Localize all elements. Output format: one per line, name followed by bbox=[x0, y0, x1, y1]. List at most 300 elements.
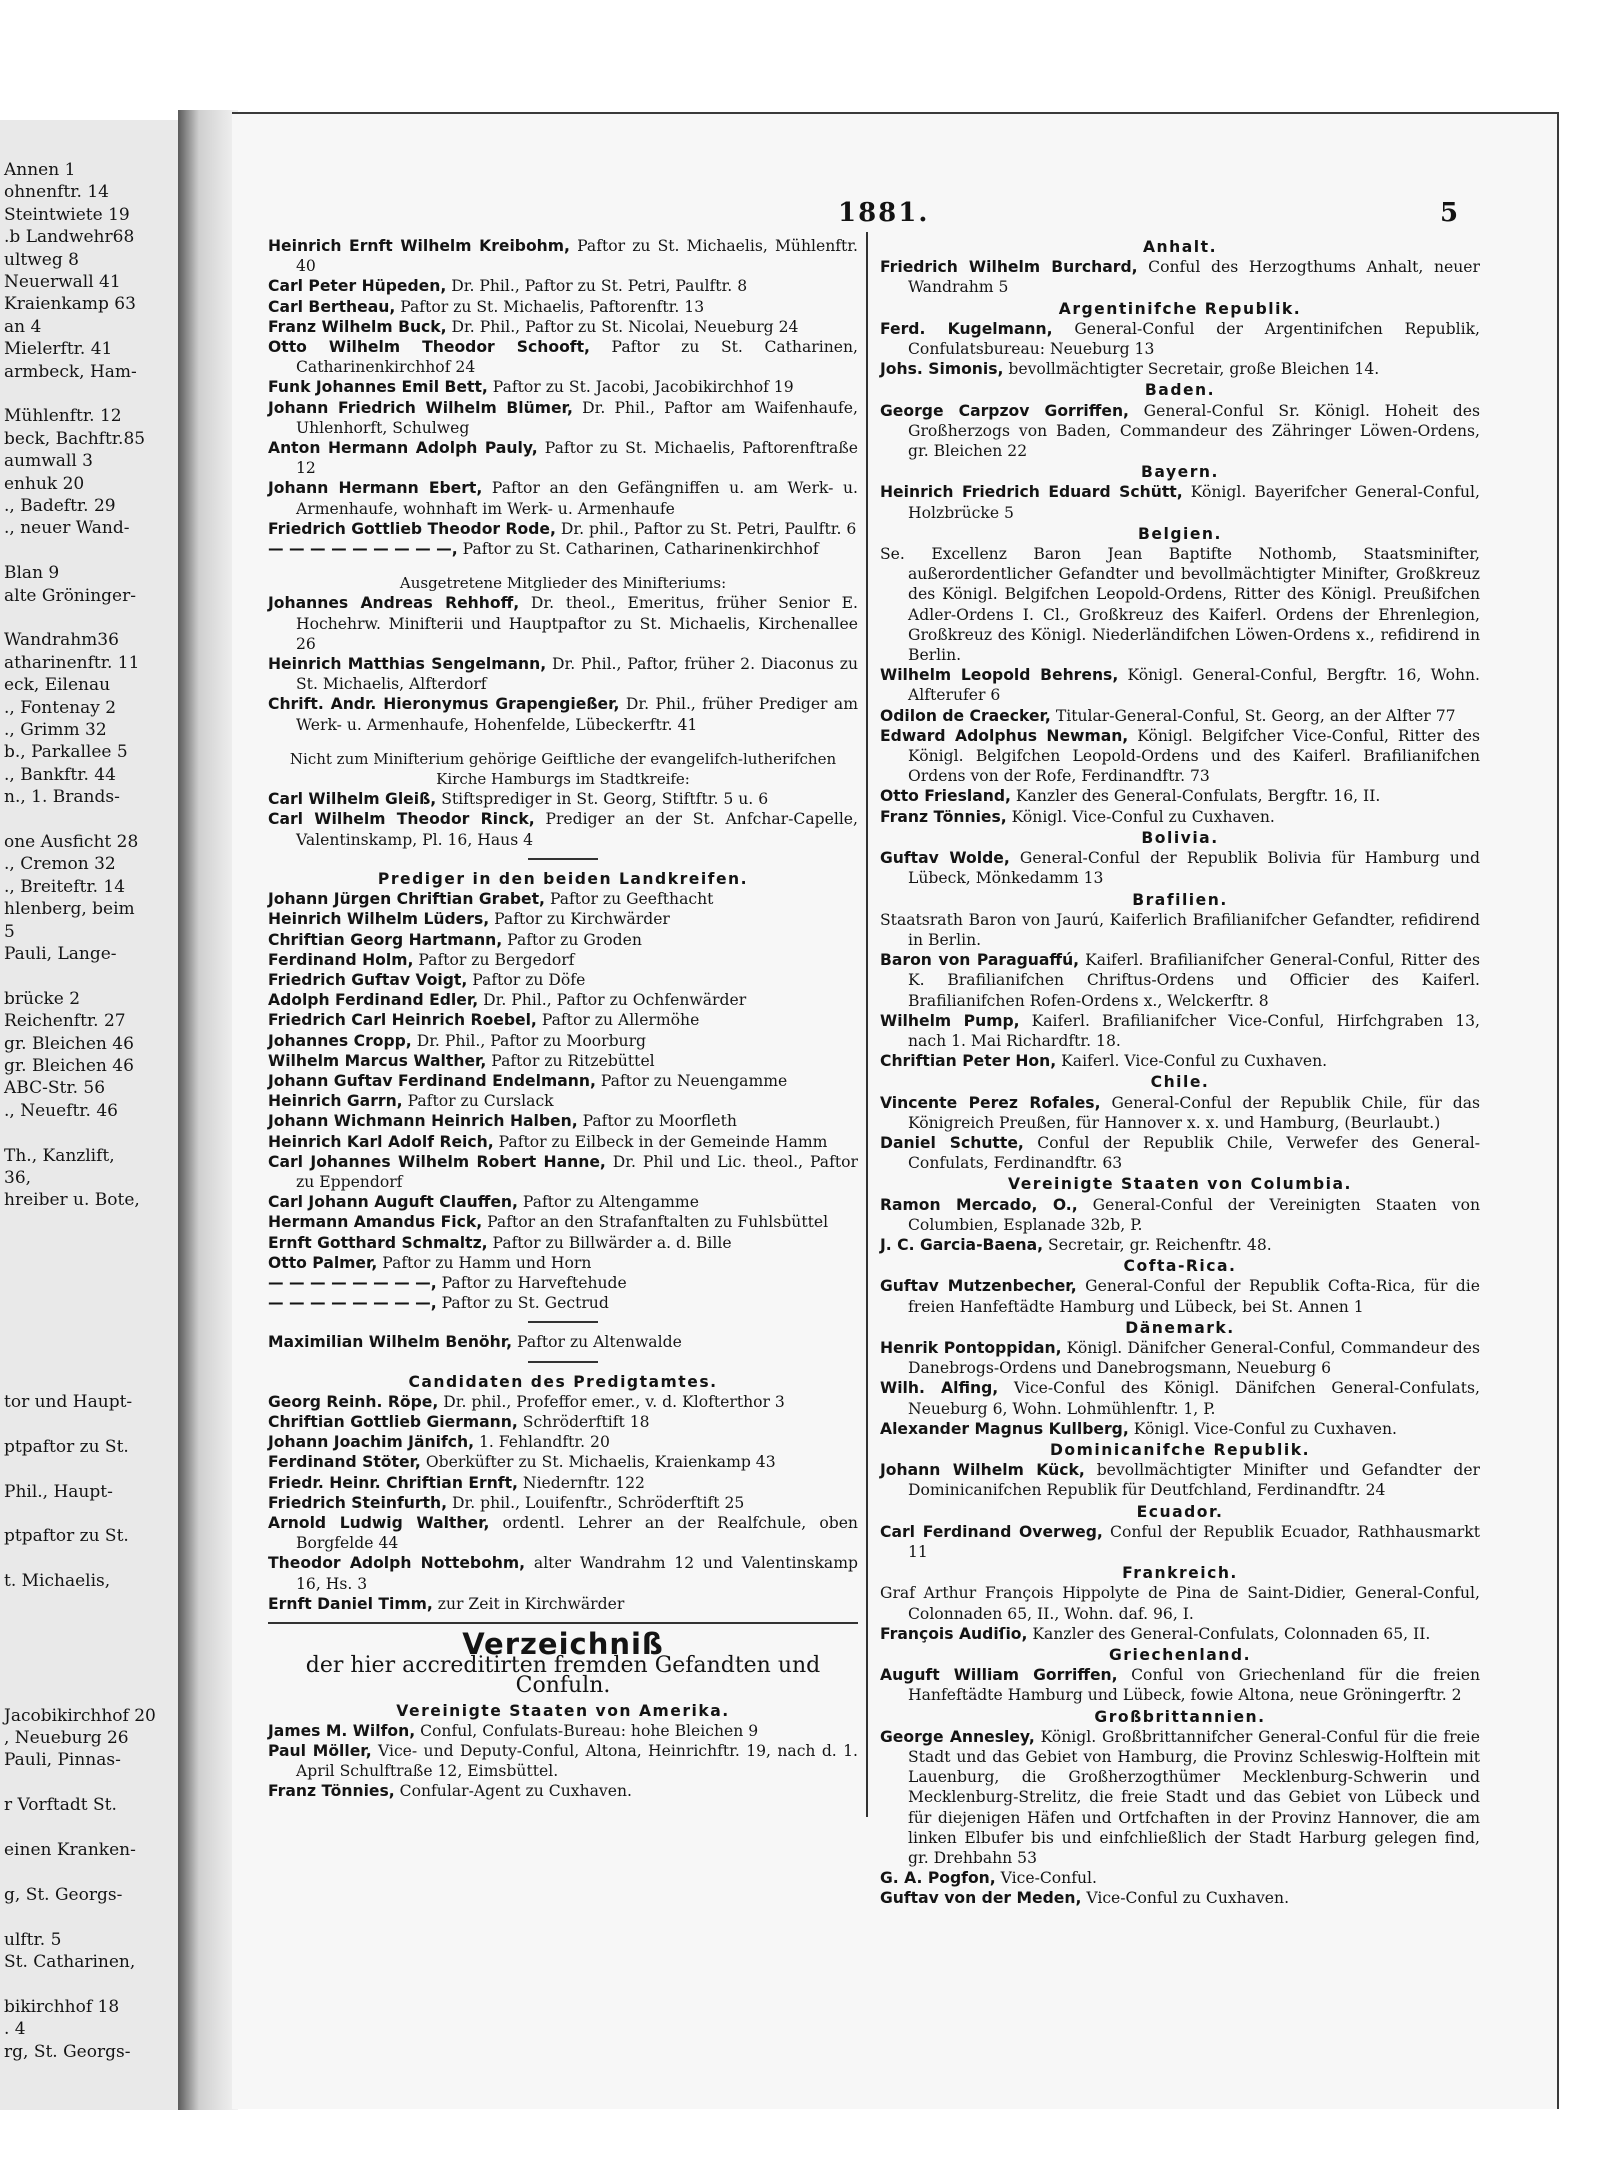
entry-details: Dr. phil., Louifenftr., Schröderftift 25 bbox=[447, 1493, 745, 1512]
directory-entry bbox=[268, 1412, 858, 1432]
directory-entry bbox=[268, 1010, 858, 1030]
entry-details: Königl. Bayerifcher General-Conful, Holzbrücke 5 bbox=[908, 483, 1480, 522]
directory-entry bbox=[268, 519, 858, 539]
subsection-heading: Ausgetretene Mitglieder des Minifteriums: bbox=[399, 574, 727, 593]
directory-entry bbox=[268, 654, 858, 694]
directory-entry bbox=[268, 1741, 858, 1781]
full-width-rule bbox=[268, 1622, 858, 1624]
section-heading: Baden. bbox=[1144, 381, 1216, 400]
left-page-text-fragment: gr. Bleichen 46 bbox=[4, 1056, 134, 1076]
entry-details: Se. Excellenz Baron Jean Baptifte Nothomb, Staatsminifter, außerordentlicher Gefandter und bevollmächtigter Minifter, Großkreuz des Königl. Belgifchen Leopold-Ordens, Ritter des Königl. Preußifchen Adler-Ordens I. Cl., Großkreuz des Kaiferl. Ordens der Ehrenlegion, Großkreuz des Königl. Niederländifchen Löwen-Ordens x., refidirend in Berlin. bbox=[880, 545, 1480, 665]
entry-details: Paftor zu Curslack bbox=[402, 1092, 554, 1111]
directory-entry bbox=[268, 297, 858, 317]
left-page-text-fragment: tor und Haupt- bbox=[4, 1392, 133, 1412]
left-page-text-fragment: ., Cremon 32 bbox=[4, 854, 116, 875]
left-page-text-fragment: Reichenftr. 27 bbox=[4, 1011, 126, 1032]
section-heading: Bolivia. bbox=[1141, 828, 1219, 847]
spacer bbox=[268, 735, 858, 749]
left-page-text-fragment: Mielerftr. 41 bbox=[4, 339, 113, 360]
section-heading: Brafilien. bbox=[1132, 890, 1228, 909]
directory-entry bbox=[880, 482, 1480, 522]
entry-name: Johann Wilhelm Kück, bbox=[880, 1461, 1085, 1480]
entry-name: Carl Johannes Wilhelm Robert Hanne, bbox=[268, 1152, 606, 1171]
entry-name: Guftav Wolde, bbox=[880, 849, 1010, 868]
entry-name: James M. Wilfon, bbox=[268, 1721, 416, 1740]
entry-name: Guftav von der Meden, bbox=[880, 1889, 1082, 1908]
entry-name: Carl Peter Hüpeden, bbox=[268, 277, 447, 296]
entry-name: George Annesley, bbox=[880, 1727, 1035, 1746]
left-page-text-fragment: Th., Kanzlift, bbox=[4, 1145, 115, 1166]
section-heading: Griechenland. bbox=[1109, 1646, 1251, 1665]
left-page-text-fragment: eck, Eilenau bbox=[4, 675, 111, 696]
directory-entry bbox=[880, 1624, 1480, 1644]
section-heading: Bayern. bbox=[1141, 463, 1219, 482]
left-page-text-fragment: enhuk 20 bbox=[4, 473, 85, 494]
directory-entry bbox=[268, 970, 858, 990]
directory-entry bbox=[268, 1132, 858, 1152]
left-page-text-fragment: bikirchhof 18 bbox=[4, 1996, 120, 2017]
entry-details: Conful, Confulats-Bureau: hohe Bleichen 9 bbox=[415, 1721, 759, 1740]
entry-details: Confular-Agent zu Cuxhaven. bbox=[394, 1782, 632, 1801]
entry-details: Paftor zu Bergedorf bbox=[413, 950, 575, 969]
left-page-text-fragment: Kraienkamp 63 bbox=[4, 294, 136, 315]
entry-details: Dr. Phil., früher Prediger am Werk- u. Armenhaufe, Hohenfelde, Lübeckerftr. 41 bbox=[296, 695, 858, 734]
directory-entry bbox=[268, 276, 858, 296]
entry-name: Johann Friedrich Wilhelm Blümer, bbox=[268, 398, 573, 417]
directory-entry bbox=[268, 377, 858, 397]
entry-name: Otto Friesland, bbox=[880, 787, 1011, 806]
entry-details: General-Conful der Republik Bolivia für Hamburg und Lübeck, Mönkedamm 13 bbox=[908, 849, 1480, 888]
entry-name: Heinrich Karl Adolf Reich, bbox=[268, 1132, 494, 1151]
directory-entry bbox=[268, 909, 858, 929]
entry-name: Heinrich Garrn, bbox=[268, 1092, 403, 1111]
entry-name: Edward Adolphus Newman, bbox=[880, 726, 1129, 745]
entry-name: Franz Tönnies, bbox=[880, 807, 1007, 826]
left-page-text-fragment: . 4 bbox=[4, 2019, 26, 2040]
entry-details: Paftor zu Kirchwärder bbox=[489, 910, 670, 929]
spacer bbox=[268, 559, 858, 573]
entry-details: Vice-Conful zu Cuxhaven. bbox=[1081, 1889, 1290, 1908]
directory-entry bbox=[880, 1522, 1480, 1562]
entry-name: Carl Johann Auguft Clauffen, bbox=[268, 1193, 518, 1212]
entry-details: Kaiferl. Brafilianifcher Vice-Conful, Hirfchgraben 13, nach 1. Mai Richardftr. 18. bbox=[908, 1011, 1480, 1050]
directory-entry bbox=[268, 478, 858, 518]
entry-name: — — — — — — — —, bbox=[268, 1294, 437, 1313]
entry-name: Anton Hermann Adolph Pauly, bbox=[268, 439, 538, 458]
entry-details: Prediger an der St. Anfchar-Capelle, Valentinskamp, Pl. 16, Haus 4 bbox=[296, 810, 858, 849]
directory-entry bbox=[268, 1513, 858, 1553]
left-page-text-fragment: ., Breiteftr. 14 bbox=[4, 876, 126, 897]
entry-name: Friedrich Carl Heinrich Roebel, bbox=[268, 1011, 537, 1030]
left-page-text-fragment: Pauli, Pinnas- bbox=[4, 1750, 121, 1771]
entry-name: Ferd. Kugelmann, bbox=[880, 319, 1053, 338]
directory-entry bbox=[268, 930, 858, 950]
directory-entry bbox=[268, 1212, 858, 1232]
section-heading: Candidaten des Predigtamtes. bbox=[408, 1372, 718, 1391]
entry-details: Oberküfter zu St. Michaelis, Kraienkamp 43 bbox=[420, 1453, 776, 1472]
left-page-text-fragment: ptpaftor zu St. bbox=[4, 1526, 129, 1547]
directory-entry bbox=[268, 950, 858, 970]
entry-name: Wilh. Alfing, bbox=[880, 1379, 999, 1398]
left-page-text-fragment: Blan 9 bbox=[4, 563, 60, 584]
directory-entry bbox=[268, 1031, 858, 1051]
left-page-text-fragment: 36, bbox=[4, 1168, 32, 1188]
left-page-text-fragment: ., Grimm 32 bbox=[4, 720, 107, 740]
directory-entry bbox=[268, 317, 858, 337]
entry-name: — — — — — — — —, bbox=[268, 1273, 437, 1292]
directory-entry bbox=[268, 990, 858, 1010]
left-page-text-fragment: ptpaftor zu St. bbox=[4, 1436, 129, 1457]
entry-details: Paftor zu Döfe bbox=[467, 970, 586, 989]
entry-details: Kaiferl. Vice-Conful zu Cuxhaven. bbox=[1056, 1052, 1328, 1071]
entry-details: Dr. phil., Paftor zu St. Petri, Paulftr. 6 bbox=[555, 519, 857, 538]
directory-entry bbox=[880, 786, 1480, 806]
left-page-text-fragment: hlenberg, beim bbox=[4, 899, 135, 920]
entry-name: Friedrich Gottlieb Theodor Rode, bbox=[268, 519, 556, 538]
left-page-text-fragment: ABC-Str. 56 bbox=[4, 1078, 106, 1099]
entry-details: Paftor zu St. Michaelis, Mühlenftr. 40 bbox=[296, 237, 859, 276]
left-page-text-fragment: ., Bankftr. 44 bbox=[4, 764, 116, 785]
entry-name: Chriftian Georg Hartmann, bbox=[268, 930, 503, 949]
entry-details: Staatsrath Baron von Jaurú, Kaiferlich Brafilianifcher Gefandter, refidirend in Berlin. bbox=[880, 910, 1480, 949]
entry-name: Chriftian Gottlieb Giermann, bbox=[268, 1412, 518, 1431]
directory-entry bbox=[880, 1133, 1480, 1173]
left-page-text-fragment: ., Fontenay 2 bbox=[4, 697, 117, 718]
directory-entry bbox=[268, 789, 858, 809]
left-page-text-fragment: n., 1. Brands- bbox=[4, 787, 120, 808]
directory-entry bbox=[880, 1276, 1480, 1316]
entry-details: Paftor zu Hamm und Horn bbox=[377, 1253, 592, 1272]
directory-entry bbox=[268, 1332, 858, 1352]
entry-name: Hermann Amandus Fick, bbox=[268, 1213, 483, 1232]
directory-entry bbox=[880, 1888, 1480, 1908]
entry-details: Paftor zu Eilbeck in der Gemeinde Hamm bbox=[493, 1132, 828, 1151]
entry-details: Vice-Conful. bbox=[995, 1869, 1097, 1888]
page-year-header: 1881. bbox=[838, 198, 930, 228]
section-heading: Argentinifche Republik. bbox=[1058, 299, 1302, 318]
directory-entry bbox=[268, 1293, 858, 1313]
entry-name: Funk Johannes Emil Bett, bbox=[268, 378, 488, 397]
directory-entry bbox=[880, 807, 1480, 827]
directory-entry bbox=[880, 319, 1480, 359]
directory-entry bbox=[880, 848, 1480, 888]
left-page-edge bbox=[0, 120, 181, 2110]
entry-name: Heinrich Matthias Sengelmann, bbox=[268, 655, 547, 674]
separator-rule bbox=[528, 1361, 598, 1363]
separator-rule bbox=[528, 1321, 598, 1323]
directory-entry bbox=[268, 1152, 858, 1192]
entry-name: Adolph Ferdinand Edler, bbox=[268, 991, 479, 1010]
entry-name: Arnold Ludwig Walther, bbox=[268, 1513, 490, 1532]
directory-entry bbox=[268, 438, 858, 478]
section-heading: Prediger in den beiden Landkreifen. bbox=[377, 869, 749, 888]
entry-name: Baron von Paraguaffú, bbox=[880, 951, 1080, 970]
entry-name: Johann Guftav Ferdinand Endelmann, bbox=[268, 1071, 596, 1090]
left-page-text-fragment: Neuerwall 41 bbox=[4, 272, 121, 292]
left-page-text-fragment: 5 bbox=[4, 921, 15, 942]
section-heading: Anhalt. bbox=[1142, 238, 1218, 256]
entry-details: Kanzler des General-Confulats, Colonnaden 65, II. bbox=[1027, 1624, 1431, 1643]
directory-entry bbox=[268, 1273, 858, 1293]
entry-details: General-Conful der Republik Chile, für das Königreich Preußen, für Hannover x. x. und Hamburg, (Beurlaubt.) bbox=[908, 1093, 1480, 1132]
directory-entry bbox=[268, 694, 858, 734]
entry-details: Königl. General-Conful, Bergftr. 16, Wohn. Alfterufer 6 bbox=[908, 666, 1480, 705]
left-page-text-fragment: ., Neueftr. 46 bbox=[4, 1100, 118, 1121]
book-gutter bbox=[178, 110, 238, 2110]
left-page-text-fragment: Mühlenftr. 12 bbox=[4, 406, 122, 427]
entry-name: Johannes Cropp, bbox=[268, 1031, 412, 1050]
entry-details: Kaiferl. Brafilianifcher General-Conful, Ritter des K. Brafilianifchen Chriftus-Ordens und Officier des Kaiferl. Brafilianifchen Rofen-Ordens x., Welckerftr. 8 bbox=[908, 951, 1480, 1010]
entry-name: Friedrich Wilhelm Burchard, bbox=[880, 258, 1138, 277]
entry-name: — — — — — — — — —, bbox=[268, 540, 458, 559]
section-heading: Belgien. bbox=[1138, 524, 1222, 543]
left-page-text-fragment: alte Gröninger- bbox=[4, 585, 136, 606]
entry-details: Conful der Republik Ecuador, Rathhausmarkt 11 bbox=[908, 1522, 1480, 1561]
entry-details: Stiftsprediger in St. Georg, Stiftftr. 5 u. 6 bbox=[436, 790, 769, 809]
directory-entry bbox=[880, 726, 1480, 787]
left-text-column bbox=[268, 236, 858, 1802]
entry-name: Carl Ferdinand Overweg, bbox=[880, 1522, 1103, 1541]
left-page-text-fragment: Pauli, Lange- bbox=[4, 944, 117, 964]
section-heading: Großbrittannien. bbox=[1094, 1707, 1266, 1726]
directory-entry bbox=[268, 1721, 858, 1741]
left-page-text-fragment: one Ausficht 28 bbox=[4, 832, 139, 852]
left-page-text-fragment: ., neuer Wand- bbox=[4, 518, 130, 539]
entry-details: Paftor zu Billwärder a. d. Bille bbox=[487, 1233, 732, 1252]
entry-details: alter Wandrahm 12 und Valentinskamp 16, Hs. 3 bbox=[296, 1554, 859, 1593]
entry-details: Graf Arthur François Hippolyte de Pina de Saint-Didier, General-Conful, Colonnaden 65, II., Wohn. daf. 96, I. bbox=[880, 1584, 1480, 1623]
directory-entry bbox=[880, 1665, 1480, 1705]
section-heading: Chile. bbox=[1150, 1073, 1210, 1092]
entry-name: Auguft William Gorriffen, bbox=[880, 1666, 1118, 1685]
entry-details: Secretair, gr. Reichenftr. 48. bbox=[1043, 1235, 1272, 1254]
directory-entry bbox=[880, 1093, 1480, 1133]
entry-name: Georg Reinh. Röpe, bbox=[268, 1392, 439, 1411]
directory-title: Verzeichniß bbox=[462, 1627, 664, 1661]
section-heading: Dominicanifche Republik. bbox=[1049, 1440, 1311, 1459]
entry-details: Dr. theol., Emeritus, früher Senior E. Hochehrw. Minifterii und Hauptpaftor zu St. Michaelis, Kirchenallee 26 bbox=[296, 594, 858, 653]
directory-entry bbox=[880, 544, 1480, 665]
section-heading: Vereinigte Staaten von Columbia. bbox=[1008, 1175, 1352, 1194]
entry-name: Paul Möller, bbox=[268, 1742, 372, 1761]
entry-name: Johann Joachim Jänifch, bbox=[268, 1433, 475, 1452]
right-text-column bbox=[880, 236, 1480, 1909]
entry-name: Johs. Simonis, bbox=[880, 360, 1004, 379]
entry-details: Paftor zu St. Catharinen, Catharinenkirchhof 24 bbox=[296, 338, 858, 377]
directory-entry bbox=[880, 910, 1480, 950]
left-page-text-fragment: gr. Bleichen 46 bbox=[4, 1033, 134, 1054]
entry-details: Paftor zu St. Catharinen, Catharinenkirchhof bbox=[457, 540, 819, 559]
entry-details: Dr. Phil., Paftor zu St. Petri, Paulftr. 8 bbox=[446, 277, 748, 296]
directory-entry bbox=[268, 809, 858, 849]
entry-name: Ernft Gotthard Schmaltz, bbox=[268, 1233, 488, 1252]
directory-entry bbox=[880, 401, 1480, 462]
entry-details: Kanzler des General-Confulats, Bergftr. 16, II. bbox=[1010, 787, 1381, 806]
entry-details: Königl. Belgifcher Vice-Conful, Ritter des Königl. Belgifchen Leopold-Ordens und des Kaiferl. Brafilianifchen Ordens von der Rofe, Ferdinandftr. 73 bbox=[908, 726, 1481, 786]
directory-entry bbox=[268, 1432, 858, 1452]
entry-name: Franz Wilhelm Buck, bbox=[268, 317, 447, 336]
page-number: 5 bbox=[1440, 198, 1459, 228]
directory-entry bbox=[880, 1583, 1480, 1623]
entry-name: Carl Wilhelm Gleiß, bbox=[268, 790, 437, 809]
entry-details: ordentl. Lehrer an der Realfchule, oben Borgfelde 44 bbox=[296, 1513, 858, 1553]
entry-name: Johann Hermann Ebert, bbox=[268, 479, 483, 498]
entry-name: Maximilian Wilhelm Benöhr, bbox=[268, 1333, 513, 1352]
entry-details: Paftor zu St. Gectrud bbox=[436, 1294, 609, 1313]
entry-name: Theodor Adolph Nottebohm, bbox=[268, 1554, 526, 1573]
left-page-text-fragment: an 4 bbox=[4, 316, 42, 337]
entry-details: General-Conful Sr. Königl. Hoheit des Großherzogs von Baden, Commandeur des Zähringer Löwen-Ordens, gr. Bleichen 22 bbox=[908, 401, 1481, 461]
entry-details: Dr. phil., Profeffor emer., v. d. Klofterthor 3 bbox=[438, 1392, 785, 1411]
directory-entry bbox=[268, 1452, 858, 1472]
directory-entry bbox=[880, 1011, 1480, 1051]
entry-details: Königl. Vice-Conful zu Cuxhaven. bbox=[1006, 807, 1275, 826]
entry-details: Paftor zu Harveftehude bbox=[436, 1273, 627, 1292]
directory-entry bbox=[880, 1419, 1480, 1439]
directory-entry bbox=[268, 1192, 858, 1212]
entry-details: Paftor zu Moorfleth bbox=[577, 1112, 737, 1131]
directory-entry bbox=[880, 359, 1480, 379]
left-page-text-fragment: Annen 1 bbox=[4, 160, 76, 180]
left-page-text-fragment: St. Catharinen, bbox=[4, 1952, 136, 1972]
directory-entry bbox=[880, 1235, 1480, 1255]
entry-details: Paftor zu St. Michaelis, Paftorenftr. 13 bbox=[395, 297, 705, 316]
entry-details: Conful des Herzogthums Anhalt, neuer Wandrahm 5 bbox=[908, 258, 1480, 297]
entry-details: Dr. Phil., Paftor am Waifenhaufe, Uhlenhorft, Schulweg bbox=[296, 398, 858, 437]
entry-name: Carl Wilhelm Theodor Rinck, bbox=[268, 810, 535, 829]
section-heading: Cofta-Rica. bbox=[1123, 1257, 1237, 1276]
entry-details: General-Conful der Republik Cofta-Rica, für die freien Hanfeftädte Hamburg und Lübeck, bei St. Annen 1 bbox=[908, 1277, 1480, 1316]
left-page-text-fragment: rg, St. Georgs- bbox=[4, 2041, 131, 2062]
entry-details: Schröderftift 18 bbox=[517, 1412, 650, 1431]
entry-details: Paftor zu Groden bbox=[502, 930, 642, 949]
directory-entry bbox=[880, 257, 1480, 297]
directory-entry bbox=[268, 1233, 858, 1253]
left-page-text-fragment: ultweg 8 bbox=[4, 249, 79, 270]
directory-entry bbox=[880, 1460, 1480, 1500]
entry-name: Wilhelm Pump, bbox=[880, 1011, 1020, 1030]
entry-details: Paftor zu Altengamme bbox=[517, 1193, 699, 1212]
column-divider bbox=[866, 232, 868, 1817]
left-page-text-fragment: t. Michaelis, bbox=[4, 1571, 111, 1592]
entry-details: General-Conful der Vereinigten Staaten von Columbien, Esplanade 32b, P. bbox=[908, 1195, 1480, 1234]
entry-details: Paftor zu Geefthacht bbox=[544, 890, 714, 909]
left-page-text-fragment: , Neueburg 26 bbox=[4, 1728, 129, 1748]
left-page-text-fragment: ohnenftr. 14 bbox=[4, 182, 109, 203]
entry-name: Johann Wichmann Heinrich Halben, bbox=[268, 1112, 578, 1131]
directory-entry bbox=[268, 1253, 858, 1273]
entry-details: Paftor zu Neuengamme bbox=[595, 1071, 788, 1090]
entry-name: Daniel Schutte, bbox=[880, 1133, 1024, 1152]
entry-details: Paftor zu St. Michaelis, Paftorenftraße 12 bbox=[296, 439, 858, 478]
directory-entry bbox=[268, 337, 858, 377]
entry-name: Johannes Andreas Rehhoff, bbox=[268, 594, 520, 613]
entry-name: Carl Bertheau, bbox=[268, 297, 396, 316]
directory-entry bbox=[268, 889, 858, 909]
left-page-text-fragment: r Vorftadt St. bbox=[4, 1795, 117, 1816]
entry-name: Henrik Pontoppidan, bbox=[880, 1338, 1062, 1357]
section-heading: Vereinigte Staaten von Amerika. bbox=[396, 1701, 730, 1720]
entry-details: Paftor an den Gefängniffen u. am Werk- u. Armenhaufe, wohnhaft im Werk- u. Armenhaufe bbox=[296, 479, 859, 518]
directory-entry bbox=[268, 1594, 858, 1614]
left-page-text-fragment: beck, Bachftr.85 bbox=[4, 428, 146, 449]
entry-details: Dr. Phil und Lic. theol., Paftor zu Eppendorf bbox=[296, 1152, 858, 1191]
directory-entry bbox=[268, 236, 858, 276]
entry-name: Vincente Perez Rofales, bbox=[880, 1093, 1101, 1112]
entry-name: Ernft Daniel Timm, bbox=[268, 1594, 433, 1613]
left-page-text-fragment: atharinenftr. 11 bbox=[4, 652, 140, 673]
left-page-text-fragment: hreiber u. Bote, bbox=[4, 1190, 140, 1211]
entry-name: George Carpzov Gorriffen, bbox=[880, 401, 1129, 420]
entry-name: Franz Tönnies, bbox=[268, 1782, 395, 1801]
directory-entry bbox=[880, 1051, 1480, 1071]
directory-entry bbox=[268, 398, 858, 438]
entry-details: Königl. Großbrittannifcher General-Conful für die freie Stadt und das Gebiet von Hamburg, die Provinz Schleswig-Holftein mit Lauenburg, die Großherzogthümer Mecklenburg-Schwerin und Mecklenburg-Strelitz, die freie Stadt und das Gebiet von Lübeck und für diejenigen Häfen und Ortfchaften in der Provinz Hannover, die am linken Elbufer bis und einfchließlich der Stadt Harburg gelegen find, gr. Drehbahn 53 bbox=[908, 1727, 1481, 1868]
directory-entry bbox=[268, 1473, 858, 1493]
entry-details: Paftor zu Altenwalde bbox=[512, 1333, 682, 1352]
entry-name: Johann Jürgen Chriftian Grabet, bbox=[268, 890, 545, 909]
entry-details: Conful von Griechenland für die freien Hanfeftädte Hamburg und Lübeck, fowie Altona, neue Gröningerftr. 2 bbox=[908, 1666, 1480, 1705]
entry-name: Otto Palmer, bbox=[268, 1253, 378, 1272]
entry-details: Paftor zu Allermöhe bbox=[536, 1011, 700, 1030]
directory-entry bbox=[268, 1781, 858, 1801]
entry-name: Heinrich Ernft Wilhelm Kreibohm, bbox=[268, 237, 570, 255]
entry-name: Heinrich Wilhelm Lüders, bbox=[268, 910, 490, 929]
entry-details: Königl. Dänifcher General-Conful, Commandeur des Danebrogs-Ordens und Danebrogsmann, Neueburg 6 bbox=[908, 1338, 1480, 1378]
directory-entry bbox=[880, 665, 1480, 705]
left-page-text-fragment: b., Parkallee 5 bbox=[4, 742, 128, 763]
left-page-text-fragment: .b Landwehr68 bbox=[4, 227, 135, 248]
directory-entry bbox=[880, 1195, 1480, 1235]
left-page-text-fragment: brücke 2 bbox=[4, 988, 81, 1009]
entry-details: Paftor an den Strafanftalten zu Fuhlsbüttel bbox=[482, 1213, 829, 1232]
left-page-text-fragment: einen Kranken- bbox=[4, 1840, 136, 1860]
entry-details: Conful der Republik Chile, Verwefer des General-Confulats, Ferdinandftr. 63 bbox=[908, 1133, 1481, 1173]
directory-entry bbox=[268, 1111, 858, 1131]
entry-details: bevollmächtigter Minifter und Gefandter der Dominicanifchen Republik für Deutfchland, Ferdinandftr. 24 bbox=[908, 1461, 1480, 1500]
entry-details: Paftor zu St. Jacobi, Jacobikirchhof 19 bbox=[487, 378, 794, 397]
directory-entry bbox=[268, 1392, 858, 1412]
entry-name: Ferdinand Holm, bbox=[268, 950, 414, 969]
entry-details: General-Conful der Argentinifchen Republik, Confulatsbureau: Neueburg 13 bbox=[908, 319, 1480, 359]
entry-details: Vice-Conful des Königl. Dänifchen General-Confulats, Neueburg 6, Wohn. Lohmühlenftr. 1, P. bbox=[908, 1379, 1480, 1418]
entry-name: J. C. Garcia-Baena, bbox=[880, 1235, 1044, 1254]
entry-name: Chrift. Andr. Hieronymus Grapengießer, bbox=[268, 695, 620, 714]
entry-name: Alexander Magnus Kullberg, bbox=[880, 1419, 1129, 1438]
directory-entry bbox=[268, 593, 858, 654]
entry-details: Dr. Phil., Paftor zu Ochfenwärder bbox=[478, 991, 747, 1010]
entry-name: Odilon de Craecker, bbox=[880, 706, 1051, 725]
left-page-text-fragment: Phil., Haupt- bbox=[4, 1481, 113, 1502]
entry-name: Friedrich Steinfurth, bbox=[268, 1493, 448, 1512]
entry-name: Ramon Mercado, O., bbox=[880, 1195, 1078, 1214]
entry-name: Ferdinand Stöter, bbox=[268, 1453, 421, 1472]
left-page-text-fragment: Jacobikirchhof 20 bbox=[4, 1705, 156, 1726]
entry-details: zur Zeit in Kirchwärder bbox=[432, 1594, 625, 1613]
left-page-text-fragment: aumwall 3 bbox=[4, 451, 93, 472]
separator-rule bbox=[528, 858, 598, 860]
directory-entry bbox=[268, 539, 858, 559]
entry-name: Otto Wilhelm Theodor Schooft, bbox=[268, 338, 590, 357]
entry-name: Heinrich Friedrich Eduard Schütt, bbox=[880, 483, 1183, 502]
directory-entry bbox=[880, 1338, 1480, 1378]
entry-name: Friedrich Guftav Voigt, bbox=[268, 970, 468, 989]
entry-details: bevollmächtigter Secretair, große Bleichen 14. bbox=[1003, 360, 1380, 379]
entry-details: Titular-General-Conful, St. Georg, an der Alfter 77 bbox=[1050, 706, 1456, 725]
subsection-heading: Nicht zum Minifterium gehörige Geiftliche der evangelifch-lutherifchen Kirche Hamburgs im Stadtkreife: bbox=[289, 749, 837, 789]
entry-name: Friedr. Heinr. Chriftian Ernft, bbox=[268, 1473, 518, 1492]
directory-entry bbox=[880, 950, 1480, 1011]
